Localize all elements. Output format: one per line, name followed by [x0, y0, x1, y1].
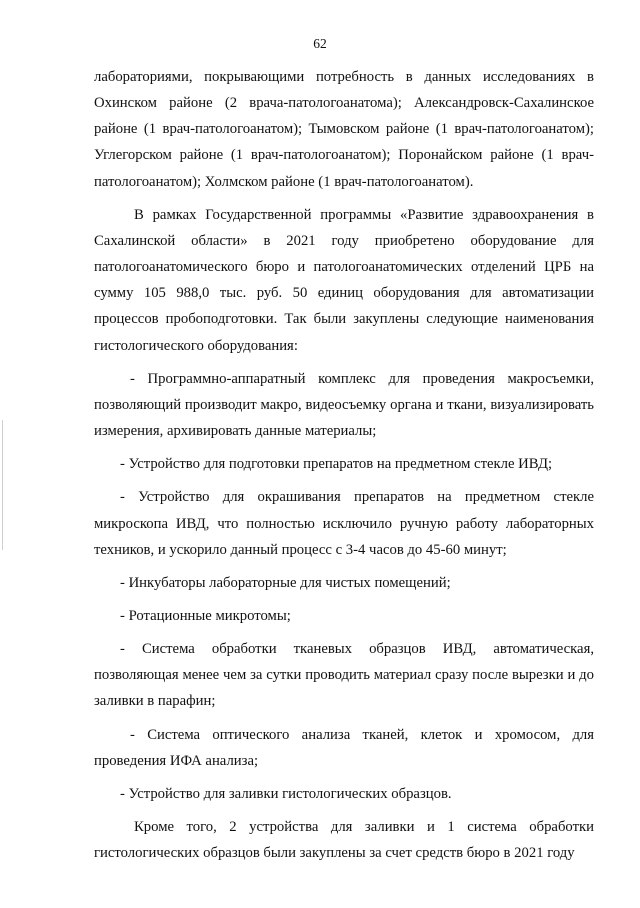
list-item-tissue-processing-system: - Система обработки тканевых образцов ИВД, автоматическая, позволяющая менее чем за сутки проводить материал сразу после вырезки и до заливки в парафин; — [94, 641, 594, 710]
list-item-microtomes: - Ротационные микротомы; — [120, 607, 291, 624]
list-item-slide-preparation-device: - Устройство для подготовки препаратов на предметном стекле ИВД; — [120, 456, 553, 473]
paragraph-bureau-purchases: Кроме того, 2 устройства для заливки и 1 система обработки гистологических образцов были закуплены за счет средств бюро в 2021 году — [94, 819, 594, 862]
paragraph-pathologists-by-district: лабораториями, покрывающими потребность в данных исследованиях в Охинском районе (2 врача-патологоанатома); Александровск-Сахалинское районе (1 врач-патологоанатом); Тымовском районе (1 врач-патологоанатом); Углегорском районе (1 врач-патологоанатом); Поронайском районе (1 врач-патологоанатом); Холмском районе (1 врач-патологоанатом). — [94, 69, 594, 190]
document-body — [94, 64, 594, 866]
page-number: 62 — [313, 36, 327, 51]
list-item-incubators: - Инкубаторы лабораторные для чистых помещений; — [120, 574, 451, 591]
list-item-macro-imaging-complex: - Программно-аппаратный комплекс для проведения макросъемки, позволяющий производит макро, видеосъемку органа и ткани, визуализировать измерения, архивировать данные материалы; — [94, 370, 594, 440]
list-item-staining-device: - Устройство для окрашивания препаратов на предметном стекле микроскопа ИВД, что полностью исключило ручную работу лабораторных техников, и ускорило данный процесс с 3-4 часов до 45-60 минут; — [94, 489, 594, 558]
paragraph-state-program: В рамках Государственной программы «Развитие здравоохранения в Сахалинской области» в 2021 году приобретено оборудование для патологоанатомического бюро и патологоанатомических отделений ЦРБ на сумму 105 988,0 тыс. руб. 50 единиц оборудования для автоматизации процессов пробоподготовки. Так были закуплены следующие наименования гистологического оборудования: — [94, 206, 594, 354]
scan-edge-mark — [2, 420, 3, 550]
list-item-embedding-device: - Устройство для заливки гистологических образцов. — [120, 785, 452, 802]
list-item-optical-analysis-system: - Система оптического анализа тканей, клеток и хромосом, для проведения ИФА анализа; — [94, 726, 594, 769]
